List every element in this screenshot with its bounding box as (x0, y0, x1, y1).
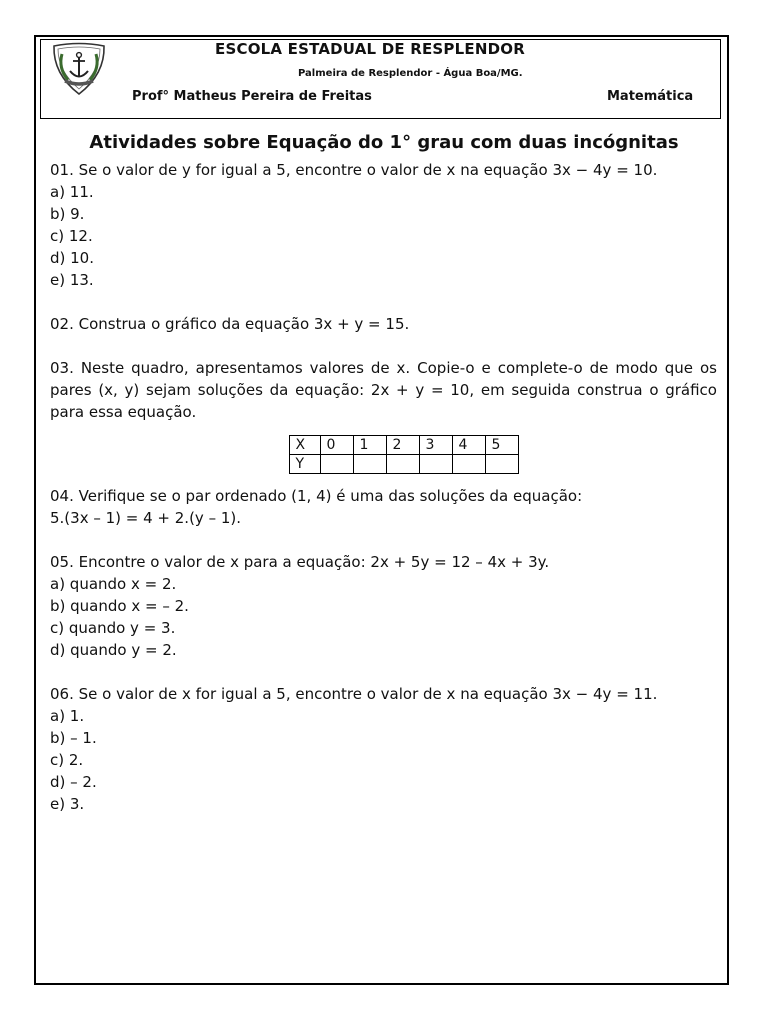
x-value-cell: 4 (452, 436, 485, 455)
question-5-option: c) quando y = 3. (50, 619, 176, 637)
question-list (50, 159, 717, 815)
school-name: ESCOLA ESTADUAL DE RESPLENDOR (215, 40, 525, 58)
x-value-cell: 2 (386, 436, 419, 455)
x-row (289, 436, 518, 455)
x-value-cell: 0 (320, 436, 353, 455)
question-1-stem: 01. Se o valor de y for igual a 5, encontre o valor de x na equação 3x − 4y = 10. (50, 161, 658, 179)
question-3-stem: 03. Neste quadro, apresentamos valores de x. Copie-o e complete-o de modo que os pares (x, y) sejam soluções da equação: 2x + y = 10, em seguida construa o gráfico para essa equação. (50, 359, 717, 421)
page-title: Atividades sobre Equação do 1° grau com duas incógnitas (89, 132, 679, 153)
question-5-stem: 05. Encontre o valor de x para a equação: 2x + 5y = 12 – 4x + 3y. (50, 553, 550, 571)
question-5-option: a) quando x = 2. (50, 575, 177, 593)
x-value-cell: 3 (419, 436, 452, 455)
teacher-name: Prof° Matheus Pereira de Freitas (132, 89, 372, 104)
y-value-cell (320, 455, 353, 474)
question-6-option: c) 2. (50, 751, 84, 769)
question-1-option: e) 13. (50, 271, 94, 289)
question-1-option: d) 10. (50, 249, 94, 267)
question-4-equation: 5.(3x – 1) = 4 + 2.(y – 1). (50, 509, 242, 527)
y-value-cell (386, 455, 419, 474)
school-logo (48, 40, 110, 98)
y-value-cell (353, 455, 386, 474)
question-1-option: c) 12. (50, 227, 93, 245)
xy-table (289, 435, 519, 474)
y-row (289, 455, 518, 474)
question-6-option: b) – 1. (50, 729, 97, 747)
question-1-option: b) 9. (50, 205, 85, 223)
question-5-option: b) quando x = – 2. (50, 597, 189, 615)
question-6-option: e) 3. (50, 795, 85, 813)
question-6-option: d) – 2. (50, 773, 97, 791)
y-label-cell: Y (289, 455, 320, 474)
x-value-cell: 5 (485, 436, 518, 455)
question-5-option: d) quando y = 2. (50, 641, 177, 659)
y-value-cell (452, 455, 485, 474)
question-6-stem: 06. Se o valor de x for igual a 5, encontre o valor de x na equação 3x − 4y = 11. (50, 685, 658, 703)
y-value-cell (485, 455, 518, 474)
question-6-option: a) 1. (50, 707, 85, 725)
subject-name: Matemática (607, 89, 694, 104)
y-value-cell (419, 455, 452, 474)
question-1-option: a) 11. (50, 183, 94, 201)
x-label-cell: X (289, 436, 320, 455)
school-city: Palmeira de Resplendor - Água Boa/MG. (298, 68, 523, 79)
question-4-stem: 04. Verifique se o par ordenado (1, 4) é uma das soluções da equação: (50, 487, 583, 505)
question-2-stem: 02. Construa o gráfico da equação 3x + y = 15. (50, 315, 410, 333)
x-value-cell: 1 (353, 436, 386, 455)
